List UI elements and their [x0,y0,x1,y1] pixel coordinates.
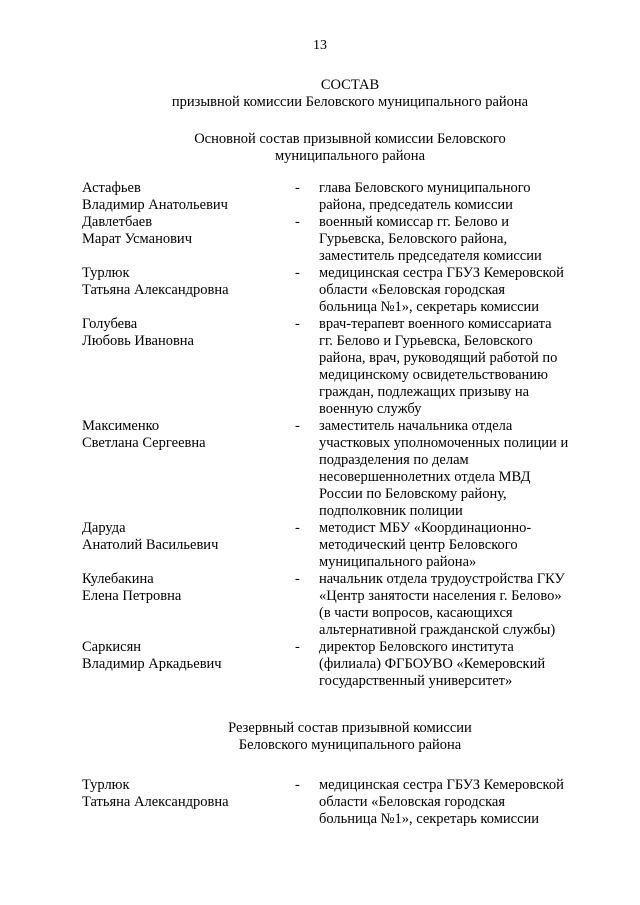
reserve-members-list [82,777,582,828]
member-dash: - [295,180,300,196]
member-name-line: Турлюк [82,265,130,281]
member-entry [82,265,582,316]
member-role-line: граждан, подлежащих призыву на [319,384,530,400]
member-name [82,520,282,554]
member-name-line: Турлюк [82,777,130,793]
member-name-line: Светлана Сергеевна [82,435,206,451]
member-role-line: России по Беловскому району, [319,486,507,502]
main-heading-line: муниципального района [275,148,425,164]
member-role-line: «Центр занятости населения г. Белово» [319,588,562,604]
member-role-line: заместитель начальника отдела [319,418,513,434]
member-name [82,418,282,452]
member-dash: - [295,777,300,793]
member-role-line: медицинская сестра ГБУЗ Кемеровской [319,777,564,793]
member-role-line: военный комиссар гг. Белово и [319,214,509,230]
member-role-line: военную службу [319,401,422,417]
member-name-line: Татьяна Александровна [82,794,229,810]
member-role-line: медицинская сестра ГБУЗ Кемеровской [319,265,564,281]
member-name [82,316,282,350]
member-role [319,571,582,639]
reserve-heading-line: Резервный состав призывной комиссии [228,720,472,736]
member-entry [82,571,582,639]
reserve-heading-line: Беловского муниципального района [238,737,462,753]
document-title [150,77,550,111]
member-role-line: области «Беловская городская [319,794,506,810]
member-role-line: начальник отдела трудоустройства ГКУ [319,571,565,587]
member-name-line: Давлетбаев [82,214,153,230]
title-heading: СОСТАВ [320,77,380,93]
member-role [319,639,582,690]
member-role-line: области «Беловская городская [319,282,506,298]
page-number: 13 [313,38,327,53]
member-name-line: Астафьев [82,180,141,196]
member-entry [82,520,582,571]
member-name-line: Максименко [82,418,160,434]
main-section-heading [150,131,550,165]
member-name [82,180,282,214]
member-role-line: (в части вопросов, касающихся [319,605,513,621]
member-role-line: подполковник полиции [319,503,463,519]
main-heading-line: Основной состав призывной комиссии Беловского [194,131,506,147]
member-name-line: Саркисян [82,639,142,655]
member-name-line: Любовь Ивановна [82,333,194,349]
reserve-section-heading [150,720,550,754]
member-entry [82,214,582,265]
member-role [319,265,582,316]
member-dash: - [295,265,300,281]
member-dash: - [295,520,300,536]
member-entry [82,418,582,520]
member-dash: - [295,571,300,587]
member-name-line: Анатолий Васильевич [82,537,219,553]
member-name-line: Татьяна Александровна [82,282,229,298]
member-dash: - [295,418,300,434]
member-role [319,316,582,418]
member-role [319,520,582,571]
member-role-line: муниципального района» [319,554,477,570]
member-role [319,214,582,265]
member-role-line: директор Беловского института [319,639,514,655]
member-role [319,777,582,828]
member-role-line: района, врач, руководящий работой по [319,350,558,366]
member-role-line: медицинскому освидетельствованию [319,367,548,383]
member-role-line: глава Беловского муниципального [319,180,531,196]
member-dash: - [295,639,300,655]
member-name-line: Даруда [82,520,126,536]
title-subheading: призывной комиссии Беловского муниципального района [171,94,529,110]
member-name-line: Владимир Анатольевич [82,197,228,213]
member-role-line: (филиала) ФГБОУВО «Кемеровский [319,656,546,672]
member-name-line: Марат Усманович [82,231,192,247]
member-entry [82,316,582,418]
member-dash: - [295,214,300,230]
member-name [82,265,282,299]
member-role-line: района, председатель комиссии [319,197,513,213]
member-entry [82,639,582,690]
member-name [82,214,282,248]
member-role-line: методист МБУ «Координационно- [319,520,532,536]
member-role-line: больница №1», секретарь комиссии [319,811,540,827]
member-role-line: больница №1», секретарь комиссии [319,299,540,315]
member-role-line: методический центр Беловского [319,537,518,553]
main-members-list [82,180,582,690]
member-role-line: альтернативной гражданской службы) [319,622,556,638]
member-role-line: Гурьевска, Беловского района, [319,231,508,247]
member-name-line: Голубева [82,316,138,332]
member-role-line: заместитель председателя комиссии [319,248,542,264]
member-name [82,777,282,811]
member-name-line: Кулебакина [82,571,154,587]
member-role-line: государственный университет» [319,673,513,689]
member-entry [82,180,582,214]
member-dash: - [295,316,300,332]
member-name-line: Елена Петровна [82,588,182,604]
member-name-line: Владимир Аркадьевич [82,656,222,672]
member-name [82,639,282,673]
member-role [319,418,582,520]
member-role-line: участковых уполномоченных полиции и [319,435,569,451]
member-entry [82,777,582,828]
member-role-line: несовершеннолетних отдела МВД [319,469,531,485]
member-role-line: подразделения по делам [319,452,469,468]
member-role-line: врач-терапевт военного комиссариата [319,316,552,332]
member-role [319,180,582,214]
member-role-line: гг. Белово и Гурьевска, Беловского [319,333,533,349]
member-name [82,571,282,605]
